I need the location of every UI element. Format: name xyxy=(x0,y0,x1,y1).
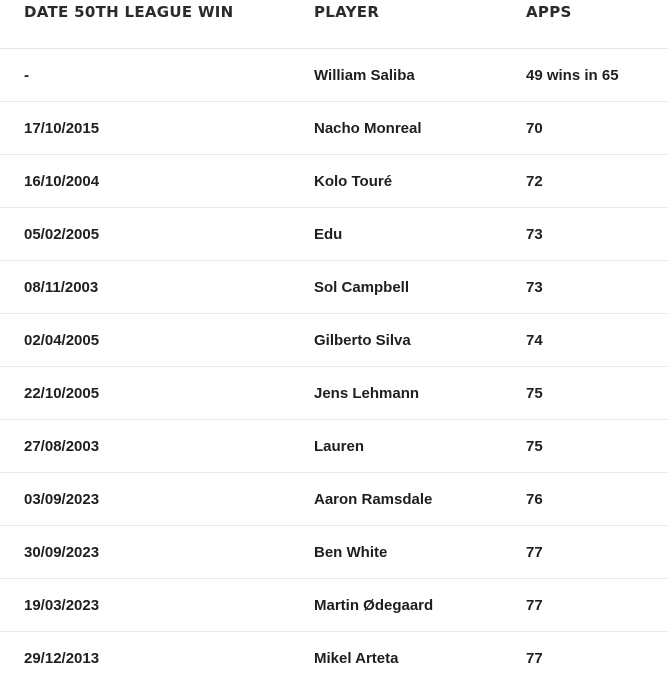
cell-player: Nacho Monreal xyxy=(314,102,526,155)
cell-date: 08/11/2003 xyxy=(0,261,314,314)
cell-player: Aaron Ramsdale xyxy=(314,473,526,526)
cell-date: 29/12/2013 xyxy=(24,649,100,667)
cell-player: William Saliba xyxy=(314,49,526,102)
header-date: DATE 50TH LEAGUE WIN xyxy=(0,0,314,49)
cell-date: - xyxy=(0,49,314,102)
table-row xyxy=(0,208,668,261)
cell-date: 16/10/2004 xyxy=(0,155,314,208)
table-row xyxy=(0,102,668,155)
table-row xyxy=(0,261,668,314)
table-row xyxy=(0,526,668,579)
cell-date: 22/10/2005 xyxy=(0,367,314,420)
table-row xyxy=(0,49,668,102)
cell-date: 17/10/2015 xyxy=(0,102,314,155)
cell-apps: 77 xyxy=(526,579,668,632)
cell-player: Edu xyxy=(314,208,526,261)
cell-date: 03/09/2023 xyxy=(0,473,314,526)
cell-apps: 76 xyxy=(526,473,668,526)
table-row xyxy=(0,632,668,685)
cell-apps: 77 xyxy=(526,649,543,667)
cell-player: Sol Campbell xyxy=(314,261,526,314)
cell-apps: 73 xyxy=(526,208,668,261)
table-row xyxy=(0,579,668,632)
cell-player: Martin Ødegaard xyxy=(314,579,526,632)
table-row xyxy=(0,155,668,208)
cell-apps: 49 wins in 65 xyxy=(526,49,668,102)
cell-date: 19/03/2023 xyxy=(0,579,314,632)
cell-apps: 74 xyxy=(526,314,668,367)
cell-player: Mikel Arteta xyxy=(314,649,399,667)
cell-apps: 72 xyxy=(526,155,668,208)
header-row xyxy=(0,0,668,49)
header-player: PLAYER xyxy=(314,0,526,49)
cell-apps: 77 xyxy=(526,526,668,579)
table-row xyxy=(0,367,668,420)
table-header xyxy=(0,0,668,49)
cell-apps: 75 xyxy=(526,420,668,473)
table-row xyxy=(0,473,668,526)
cell-apps: 73 xyxy=(526,261,668,314)
cell-player: Gilberto Silva xyxy=(314,314,526,367)
table-body xyxy=(0,49,668,685)
cell-date: 05/02/2005 xyxy=(0,208,314,261)
cell-date: 30/09/2023 xyxy=(0,526,314,579)
cell-date: 02/04/2005 xyxy=(0,314,314,367)
cell-player: Ben White xyxy=(314,526,526,579)
cell-date: 27/08/2003 xyxy=(0,420,314,473)
table-row xyxy=(0,420,668,473)
header-apps: APPS xyxy=(526,0,668,49)
cell-player: Lauren xyxy=(314,420,526,473)
cell-apps: 75 xyxy=(526,367,668,420)
cell-apps: 70 xyxy=(526,102,668,155)
cell-player: Jens Lehmann xyxy=(314,367,526,420)
cell-player: Kolo Touré xyxy=(314,155,526,208)
table-row xyxy=(0,314,668,367)
